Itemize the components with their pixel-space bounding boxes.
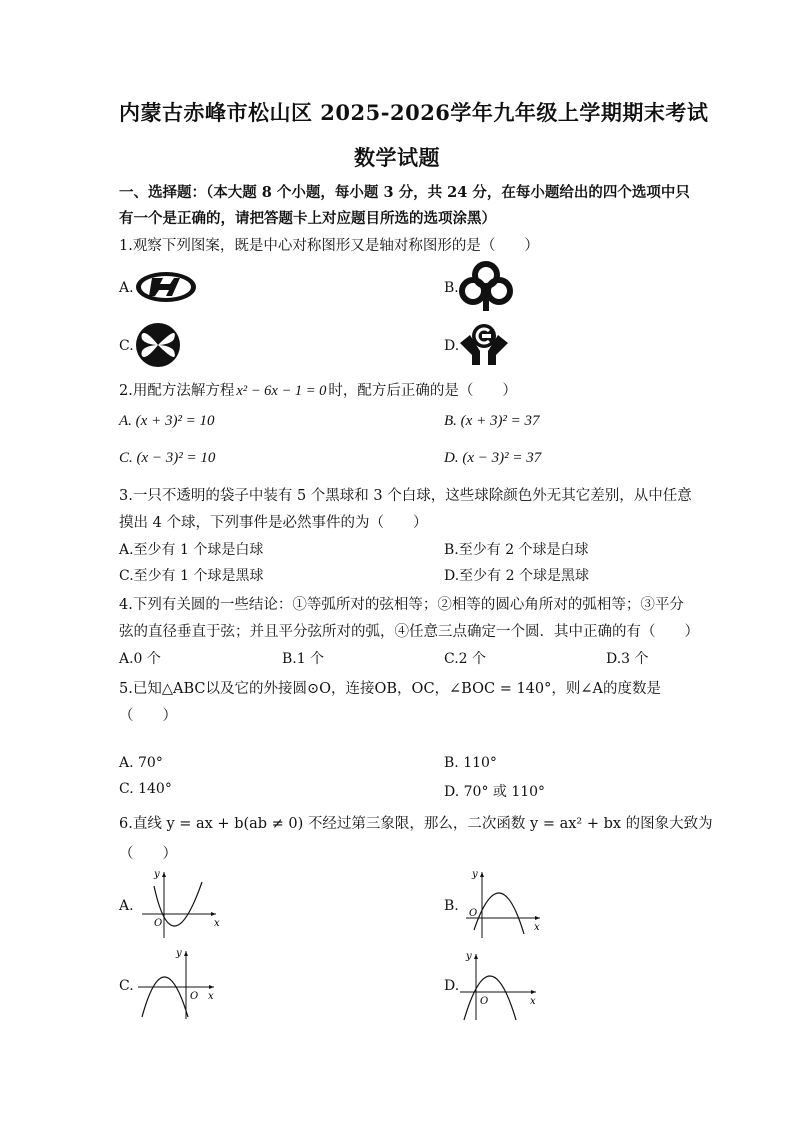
q6c-origin-label: O [190,991,199,1002]
q6d-origin-label: O [480,996,489,1007]
hands-logo-icon [458,321,510,367]
question-6-stem-line2: （ ） [119,846,177,862]
question-5-stem-line1: 5.已知△ABC以及它的外接圆⊙O，连接OB，OC，∠BOC = 140°，则∠A的度数是 [119,681,662,697]
q2-option-c[interactable]: C. (x − 3)² = 10 [119,450,216,466]
q5-option-b[interactable]: B. 110° [444,755,497,771]
q3-option-c[interactable]: C.至少有 1 个球是黑球 [119,568,264,584]
q6a-origin-label: O [154,918,163,929]
q6-option-b[interactable]: B. [444,898,459,914]
four-petal-icon [134,321,182,369]
question-6-stem-line1: 6.直线 y = ax + b(ab ≠ 0) 不经过第三象限，那么，二次函数 y = ax² + bx 的图象大致为 [119,816,713,832]
q2-option-d[interactable]: D. (x − 3)² = 37 [444,450,542,466]
q6c-y-label: y [176,948,182,959]
q4-option-b[interactable]: B.1 个 [282,651,325,667]
q6-option-c[interactable]: C. [119,978,134,994]
q4-option-a[interactable]: A.0 个 [119,651,161,667]
question-5-stem-line2: （ ） [119,708,177,724]
q3-option-b[interactable]: B.至少有 2 个球是白球 [444,542,589,558]
q2-option-b[interactable]: B. (x + 3)² = 37 [444,413,540,429]
q6-graph-d [458,950,542,1022]
q2-stem-b: 时，配方后正确的是（ ） [328,383,517,399]
q1-option-d[interactable]: D. [444,338,460,354]
question-4-stem-line2: 弦的直径垂直于弦；并且平分弦所对的弧，④任意三点确定一个圆．其中正确的有（ ） [119,624,699,640]
q6d-x-label: x [530,996,536,1007]
q3-option-d[interactable]: D.至少有 2 个球是黑球 [444,568,589,584]
q6b-origin-label: O [469,908,478,919]
q6a-x-label: x [214,918,220,929]
question-2-stem [119,379,517,400]
question-3-stem-line1: 3.一只不透明的袋子中装有 5 个黑球和 3 个白球，这些球除颜色外无其它差别，从中任意 [119,488,692,504]
q6-graph-b [462,868,544,940]
q6a-y-label: y [154,869,160,880]
page-title: 内蒙古赤峰市松山区 2025-2026学年九年级上学期期末考试 [119,100,709,125]
question-3-stem-line2: 摸出 4 个球，下列事件是必然事件的为（ ） [119,515,428,531]
q1-option-c[interactable]: C. [119,338,134,354]
q6c-x-label: x [208,991,214,1002]
q2-stem-a: 2.用配方法解方程 [119,383,235,399]
q6-option-a[interactable]: A. [119,898,134,914]
q6b-x-label: x [534,922,540,933]
q5-option-d[interactable]: D. 70° 或 110° [444,784,546,800]
q1-option-b[interactable]: B. [444,280,459,296]
page-subtitle: 数学试题 [354,145,440,170]
q6-option-d[interactable]: D. [444,978,460,994]
q2-equation: x² − 6x − 1 = 0 [236,383,327,399]
trefoil-logo-icon [460,261,512,313]
question-1-stem: 1.观察下列图案，既是中心对称图形又是轴对称图形的是（ ） [119,238,539,254]
q5-option-c[interactable]: C. 140° [119,781,172,797]
q6-graph-c [136,947,220,1021]
section-header-line2: 有一个是正确的，请把答题卡上对应题目所选的选项涂黑） [119,210,496,227]
q5-option-a[interactable]: A. 70° [119,755,163,771]
q6d-y-label: y [466,951,472,962]
section-header-line1: 一、选择题：（本大题 8 个小题，每小题 3 分，共 24 分，在每小题给出的四个选项中只 [119,184,690,201]
q4-option-c[interactable]: C.2 个 [444,651,487,667]
q2-option-a[interactable]: A. (x + 3)² = 10 [119,413,215,429]
question-4-stem-line1: 4.下列有关圆的一些结论：①等弧所对的弦相等；②相等的圆心角所对的弧相等；③平分 [119,597,684,613]
oval-logo-icon [133,268,199,306]
q4-option-d[interactable]: D.3 个 [606,651,649,667]
q6-graph-a [140,868,220,940]
q6b-y-label: y [472,869,478,880]
q3-option-a[interactable]: A.至少有 1 个球是白球 [119,542,264,558]
q1-option-a[interactable]: A. [119,280,134,296]
